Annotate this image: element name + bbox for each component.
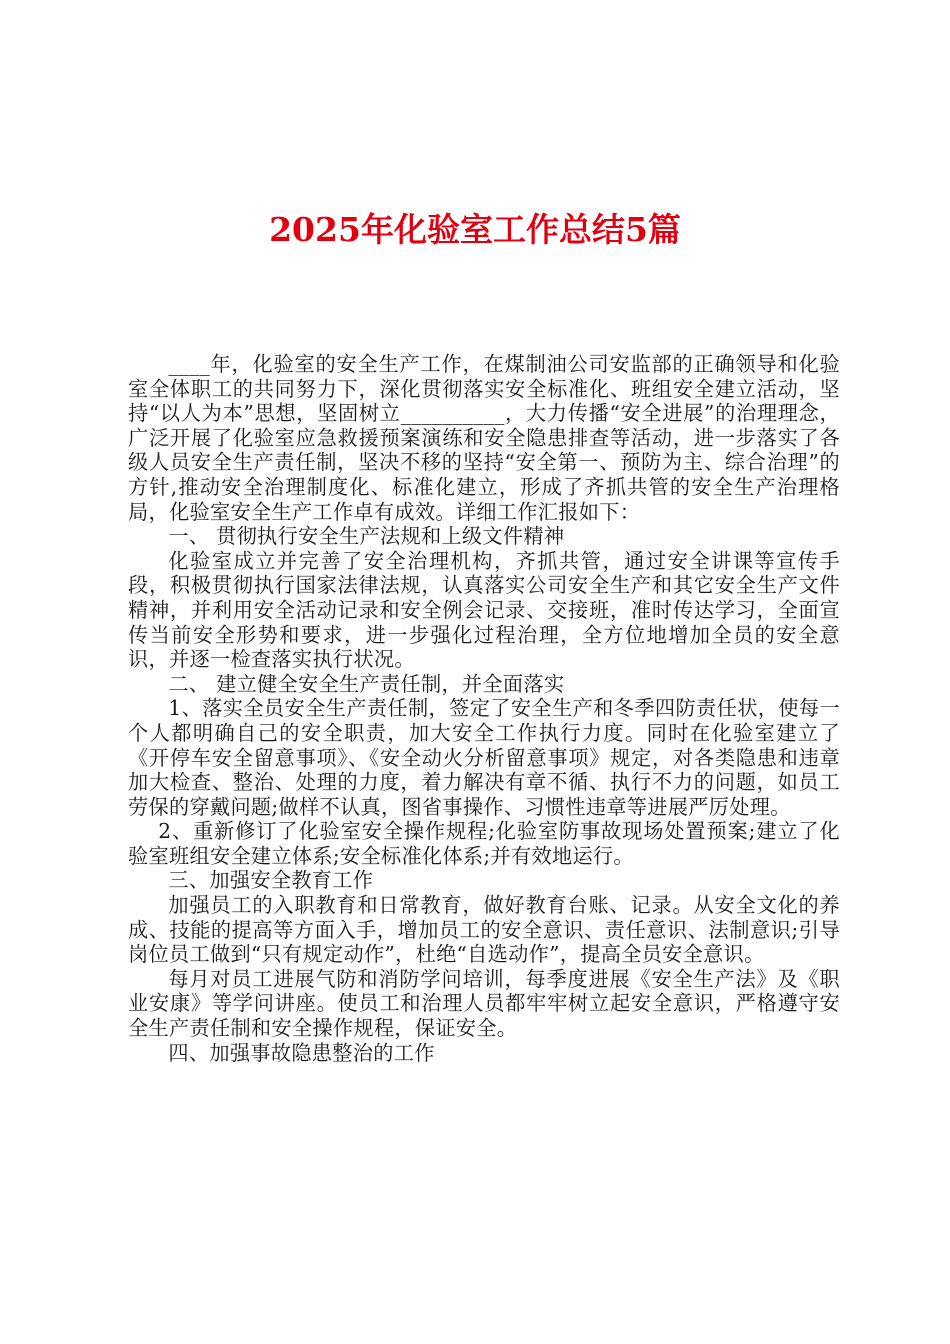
paragraph-section-2-item-2: 2、重新修订了化验室安全操作规程;化验室防事故现场处置预案;建立了化验室班组安全建立体系;安全标准化体系;并有效地运行。 xyxy=(128,819,840,868)
paragraph-section-3-a: 加强员工的入职教育和日常教育，做好教育台账、记录。从安全文化的养成、技能的提高等方面入手，增加员工的安全意识、责任意识、法制意识;引导岗位员工做到“只有规定动作”，杜绝“自选动作”，提高全员安全意识。 xyxy=(128,893,840,967)
paragraph-intro: ____年，化验室的安全生产工作，在煤制油公司安监部的正确领导和化验室全体职工的共同努力下，深化贯彻落实安全标准化、班组安全建立活动，坚持“以人为本”思想，坚固树立__________，大力传播“安全进展”的治理理念，广泛开展了化验室应急救援预案演练和安全隐患排查等活动，进一步落实了各级人员安全生产责任制，坚决不移的坚持“安全第一、预防为主、综合治理”的方针,推动安全治理制度化、标准化建立，形成了齐抓共管的安全生产治理格局，化验室安全生产工作卓有成效。详细工作汇报如下： xyxy=(128,352,840,524)
document-body xyxy=(128,352,840,1065)
section-heading-3: 三、加强安全教育工作 xyxy=(168,868,374,893)
section-heading-1: 一、 贯彻执行安全生产法规和上级文件精神 xyxy=(168,524,565,549)
paragraph-section-1: 化验室成立并完善了安全治理机构，齐抓共管，通过安全讲课等宣传手段，积极贯彻执行国家法律法规，认真落实公司安全生产和其它安全生产文件精神，并利用安全活动记录和安全例会记录、交接班，准时传达学习，全面宣传当前安全形势和要求，进一步强化过程治理，全方位地增加全员的安全意识，并逐一检查落实执行状况。 xyxy=(128,548,840,672)
paragraph-section-3-b: 每月对员工进展气防和消防学问培训，每季度进展《安全生产法》及《职业安康》等学问讲座。使员工和治理人员都牢牢树立起安全意识，严格遵守安全生产责任制和安全操作规程，保证安全。 xyxy=(128,966,840,1041)
section-heading-2: 二、 建立健全安全生产责任制，并全面落实 xyxy=(168,671,565,696)
paragraph-section-2-item-1: 1、落实全员安全生产责任制，签定了安全生产和冬季四防责任状，使每一个人都明确自己的安全职责，加大安全工作执行力度。同时在化验室建立了《开停车安全留意事项》、《安全动火分析留意事项》规定，对各类隐患和违章加大检查、整治、处理的力度，着力解决有章不循、执行不力的问题，如员工劳保的穿戴问题;做样不认真，图省事操作、习惯性违章等进展严厉处理。 xyxy=(128,696,840,819)
section-heading-4: 四、加强事故隐患整治的工作 xyxy=(168,1040,435,1065)
document-title: 2025年化验室工作总结5篇 xyxy=(269,210,681,249)
